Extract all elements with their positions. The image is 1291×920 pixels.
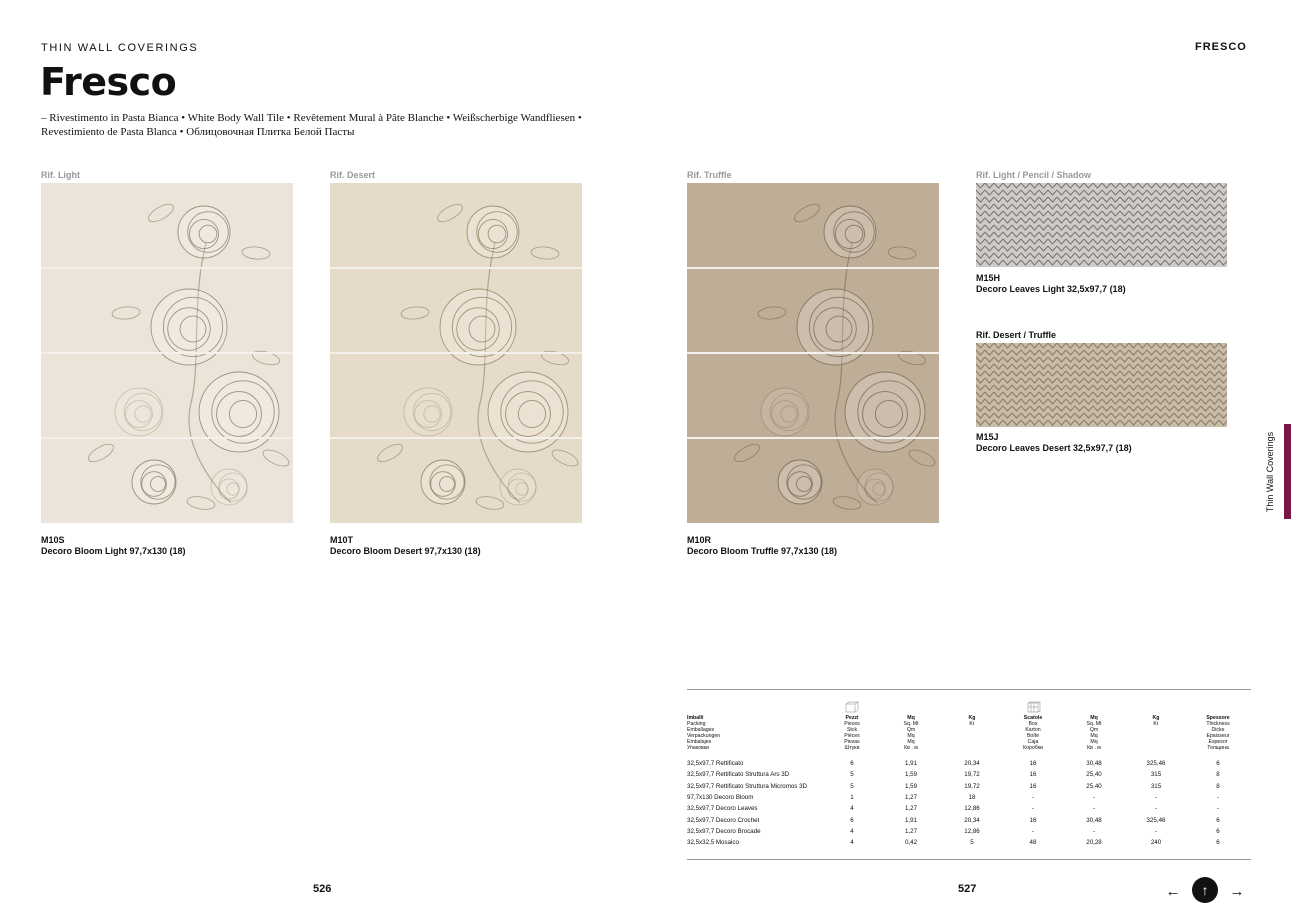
table-row-header-label: Упаковки bbox=[687, 745, 709, 751]
table-cell-item: 32,5x97,7 Rettificato Struttura Micromos 3D bbox=[687, 782, 808, 790]
table-cell: 1,27 bbox=[904, 793, 918, 801]
product-caption bbox=[330, 535, 481, 557]
product-code: M15H bbox=[976, 273, 1001, 283]
table-cell: 6 bbox=[1216, 827, 1220, 835]
table-cell-item: 32,5x97,7 Rettificato Struttura Ars 3D bbox=[687, 771, 790, 779]
table-column-subtitle: Caja bbox=[1027, 739, 1039, 745]
table-cell: 5 bbox=[850, 782, 854, 790]
rose-motif bbox=[824, 206, 876, 258]
product-image-m15h[interactable] bbox=[976, 183, 1227, 267]
product-name: Decoro Bloom Truffle 97,7x130 (18) bbox=[687, 546, 838, 556]
table-cell: 6 bbox=[1216, 816, 1220, 824]
table-column-subtitle: Sq. Mt bbox=[1086, 721, 1102, 727]
table-column-subtitle: Boîte bbox=[1026, 733, 1040, 739]
table-cell: 325,46 bbox=[1146, 816, 1166, 824]
rose-motif bbox=[500, 469, 536, 505]
table-column-subtitle: Pièces bbox=[844, 733, 860, 739]
table-cell: 1,91 bbox=[904, 816, 918, 824]
table-cell: - bbox=[1031, 827, 1035, 835]
table-cell: 5 bbox=[970, 839, 974, 847]
table-column-title: Pezzi bbox=[845, 715, 859, 721]
rose-motif bbox=[488, 372, 568, 452]
table-cell: - bbox=[1154, 827, 1158, 835]
table-cell: 6 bbox=[1216, 760, 1220, 767]
product-code: M10T bbox=[330, 535, 354, 545]
table-row-header-label: Verpackungen bbox=[687, 733, 721, 739]
table-cell-item: 32,5x32,5 Mosaico bbox=[687, 839, 739, 847]
table-cell-item: 32,5x97,7 Decoro Crochet bbox=[687, 816, 760, 824]
rose-motif bbox=[132, 460, 176, 504]
table-cell: 18 bbox=[968, 793, 976, 801]
table-column-subtitle: Кв . м bbox=[904, 745, 918, 751]
table-column-subtitle: Karton bbox=[1025, 727, 1041, 733]
product-code: M10R bbox=[687, 535, 712, 545]
product-caption bbox=[976, 273, 1126, 295]
table-row-header-label: Imballi bbox=[687, 715, 704, 721]
table-cell-item: 97,7x130 Decoro Bloom bbox=[687, 793, 754, 801]
table-cell: 4 bbox=[850, 805, 854, 813]
table-cell: 16 bbox=[1029, 782, 1037, 790]
table-cell: 6 bbox=[1216, 839, 1220, 847]
table-cell-item: 32,5x97,7 Decoro Brocade bbox=[687, 827, 761, 835]
table-cell: - bbox=[1216, 793, 1220, 801]
table-cell: 19,72 bbox=[964, 782, 980, 790]
table-column-subtitle: Толщина bbox=[1207, 745, 1229, 751]
rif-label: Rif. Desert bbox=[330, 170, 376, 180]
leaves-decor-image bbox=[976, 183, 1227, 267]
rif-label: Rif. Light bbox=[41, 170, 80, 180]
table-cell: 6 bbox=[850, 816, 854, 824]
table-cell: - bbox=[1092, 827, 1096, 835]
rose-motif bbox=[178, 206, 230, 258]
product-code: M10S bbox=[41, 535, 65, 545]
table-column-subtitle: Qm bbox=[906, 727, 916, 733]
table-column-title: Spessore bbox=[1206, 715, 1230, 721]
table-column-subtitle: Epaisseur bbox=[1206, 733, 1230, 739]
table-column-subtitle: Piezas bbox=[844, 739, 860, 745]
side-tab-marker[interactable] bbox=[1284, 424, 1291, 519]
rose-motif bbox=[467, 206, 519, 258]
page-number-left: 526 bbox=[313, 883, 332, 895]
table-column-title: Kg bbox=[968, 715, 976, 721]
table-cell: 20,28 bbox=[1086, 839, 1102, 847]
table-cell: 25,40 bbox=[1086, 771, 1102, 779]
table-cell: 19,72 bbox=[964, 771, 980, 779]
table-cell: - bbox=[1031, 793, 1035, 801]
table-column-subtitle: Espesor bbox=[1208, 739, 1228, 745]
rose-motif bbox=[857, 469, 893, 505]
table-cell: 48 bbox=[1029, 839, 1037, 847]
description-line: – Rivestimento in Pasta Bianca • White Body Wall Tile • Revêtement Mural à Pâte Blanche • Weißscherbige Wandfliesen • bbox=[41, 112, 582, 124]
table-cell: 12,86 bbox=[964, 827, 980, 835]
table-cell: 30,48 bbox=[1086, 816, 1102, 824]
table-column-subtitle: Kr bbox=[1153, 721, 1159, 727]
table-row-header-label: Embalajes bbox=[687, 739, 712, 745]
table-cell: 6 bbox=[850, 760, 854, 767]
section-subtitle: THIN WALL COVERINGS bbox=[41, 42, 199, 54]
table-column-subtitle: Thickness bbox=[1206, 721, 1230, 727]
rif-label: Rif. Desert / Truffle bbox=[976, 330, 1057, 340]
prev-arrow-icon[interactable]: ← bbox=[1165, 882, 1181, 900]
product-image-m10r[interactable] bbox=[687, 183, 939, 523]
side-tab-label[interactable] bbox=[1262, 424, 1278, 519]
table-cell: 0,42 bbox=[904, 839, 918, 847]
table-cell: 30,48 bbox=[1086, 760, 1102, 767]
table-top-rule bbox=[687, 689, 1251, 690]
table-cell: 16 bbox=[1029, 771, 1037, 779]
table-cell: 12,86 bbox=[964, 805, 980, 813]
table-column-subtitle: Коробки bbox=[1023, 745, 1043, 751]
table-column-subtitle: Pieces bbox=[844, 721, 860, 727]
rose-motif bbox=[761, 388, 809, 436]
product-image-m15j[interactable] bbox=[976, 343, 1227, 427]
side-tab-text: Thin Wall Coverings bbox=[1265, 431, 1275, 512]
rose-motif bbox=[404, 388, 452, 436]
table-column-subtitle: Кв . м bbox=[1087, 745, 1101, 751]
table-cell: - bbox=[1092, 805, 1096, 813]
rose-motif bbox=[845, 372, 925, 452]
product-caption bbox=[976, 432, 1132, 454]
table-cell: 1,59 bbox=[904, 771, 918, 779]
table-column-subtitle: Mq bbox=[907, 739, 915, 745]
table-column-subtitle: Dicke bbox=[1211, 727, 1225, 733]
product-caption bbox=[687, 535, 837, 557]
table-cell: 4 bbox=[850, 839, 854, 847]
table-cell: 1,91 bbox=[904, 760, 918, 767]
product-image-m10t[interactable] bbox=[330, 183, 582, 523]
up-arrow-icon[interactable]: ↑ bbox=[1192, 877, 1218, 903]
table-cell: 20,34 bbox=[964, 816, 980, 824]
rose-motif bbox=[421, 460, 465, 504]
table-cell: - bbox=[1031, 805, 1035, 813]
table-row-header-label: Emballages bbox=[687, 727, 715, 733]
table-cell: 315 bbox=[1150, 782, 1162, 790]
collection-label: FRESCO bbox=[1195, 41, 1247, 53]
table-cell: 20,34 bbox=[964, 760, 980, 767]
next-arrow-icon[interactable]: → bbox=[1229, 882, 1245, 900]
page-number-right: 527 bbox=[958, 883, 977, 895]
table-cell: 5 bbox=[850, 771, 854, 779]
table-cell: 240 bbox=[1150, 839, 1162, 847]
table-cell: 16 bbox=[1029, 760, 1037, 767]
table-column-subtitle: Qm bbox=[1089, 727, 1099, 733]
product-name: Decoro Leaves Light 32,5x97,7 (18) bbox=[976, 284, 1126, 294]
table-cell-item: 32,5x97,7 Rettificato bbox=[687, 760, 744, 767]
rose-motif bbox=[199, 372, 279, 452]
product-name: Decoro Bloom Light 97,7x130 (18) bbox=[41, 546, 186, 556]
table-cell: 315 bbox=[1150, 771, 1162, 779]
table-cell: - bbox=[1154, 805, 1158, 813]
table-column-subtitle: Stck bbox=[846, 727, 858, 733]
table-cell: 16 bbox=[1029, 816, 1037, 824]
product-name: Decoro Bloom Desert 97,7x130 (18) bbox=[330, 546, 481, 556]
rose-motif bbox=[211, 469, 247, 505]
rif-label: Rif. Light / Pencil / Shadow bbox=[976, 170, 1092, 180]
table-cell: 8 bbox=[1216, 782, 1220, 790]
table-cell: 1,27 bbox=[904, 827, 918, 835]
table-column-title: Mq bbox=[1090, 715, 1098, 721]
table-column-subtitle: Mq bbox=[907, 733, 915, 739]
table-column-subtitle: Box bbox=[1028, 721, 1038, 727]
product-code: M15J bbox=[976, 432, 999, 442]
table-column-subtitle: Mq bbox=[1090, 739, 1098, 745]
table-bottom-rule bbox=[687, 859, 1251, 860]
table-column-title: Scatole bbox=[1023, 715, 1043, 721]
table-row-header-label: Packing bbox=[687, 721, 706, 727]
table-column-title: Mq bbox=[907, 715, 915, 721]
table-cell: 25,40 bbox=[1086, 782, 1102, 790]
boxes-stack-icon bbox=[1027, 701, 1041, 713]
table-cell: - bbox=[1216, 805, 1220, 813]
table-cell: - bbox=[1154, 793, 1158, 801]
table-column-subtitle: Штуки bbox=[844, 745, 860, 751]
table-column-subtitle: Sq. Mt bbox=[903, 721, 919, 727]
rose-motif bbox=[115, 388, 163, 436]
rose-motif bbox=[778, 460, 822, 504]
table-cell: 8 bbox=[1216, 771, 1220, 779]
table-cell-item: 32,5x97,7 Decoro Leaves bbox=[687, 805, 758, 813]
rif-label: Rif. Truffle bbox=[687, 170, 732, 180]
table-cell: 325,46 bbox=[1146, 760, 1166, 767]
box-icon bbox=[845, 701, 859, 713]
leaves-decor-image bbox=[976, 343, 1227, 427]
page-title: Fresco bbox=[40, 60, 177, 104]
table-cell: 1,59 bbox=[904, 782, 918, 790]
table-column-subtitle: Mq bbox=[1090, 733, 1098, 739]
table-cell: 1 bbox=[850, 793, 854, 801]
table-column-subtitle: Kr bbox=[969, 721, 975, 727]
table-column-title: Kg bbox=[1152, 715, 1160, 721]
product-caption bbox=[41, 535, 186, 557]
table-cell: - bbox=[1092, 793, 1096, 801]
table-cell: 1,27 bbox=[904, 805, 918, 813]
table-cell: 4 bbox=[850, 827, 854, 835]
description-line: Revestimiento de Pasta Blanca • Облицовочная Плитка Белой Пасты bbox=[41, 126, 355, 138]
product-name: Decoro Leaves Desert 32,5x97,7 (18) bbox=[976, 443, 1132, 453]
product-image-m10s[interactable] bbox=[41, 183, 293, 523]
description bbox=[41, 111, 601, 139]
